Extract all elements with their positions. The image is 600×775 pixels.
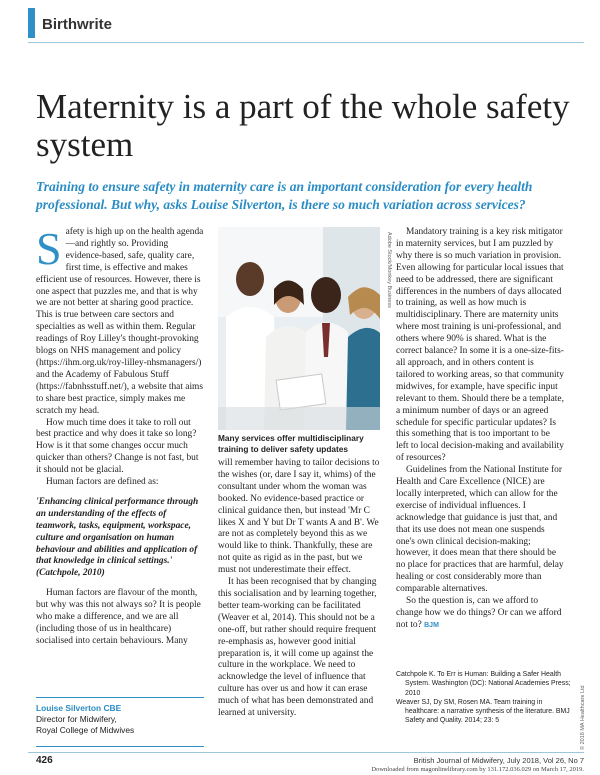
- paragraph: So the question is, can we afford to change how we do things? Or can we afford not to? BJM: [396, 596, 562, 630]
- author-name: Louise Silverton CBE: [36, 703, 122, 713]
- footer-rule: [28, 752, 584, 753]
- author-box: [36, 697, 204, 747]
- reference-item: Catchpole K. To Err is Human: Building a Safer Health System. Washington (DC): National Academies Press; 2010: [396, 671, 571, 697]
- author-organisation: Royal College of Midwives: [36, 725, 135, 735]
- end-mark: BJM: [424, 621, 439, 629]
- author-role: Director for Midwifery,: [36, 714, 117, 724]
- body-column-2: [218, 458, 380, 720]
- section-color-bar: [28, 8, 35, 38]
- article-photo: [218, 227, 380, 430]
- reference-item: Weaver SJ, Dy SM, Rosen MA. Team training in healthcare: a narrative synthesis of the literature. BMJ Safety and Quality. 2014; 23: 5: [396, 698, 570, 725]
- paragraph: It has been recognised that by changing this socialisation and by learning together, better team-working can be facilitated (Weaver et al, 2014). This should not be a one-off, but rather should require frequent re-emphasis as, however good initial preparation is, it will come up against the culture in the workplace. We need to acknowledge the level of influence that culture has over us and how it can erase much of what has been demonstrated and learned at university.: [218, 577, 377, 719]
- section-header: [0, 0, 600, 44]
- paragraph: Safety is high up on the health agenda—and rightly so. Providing evidence-based, safe, quality care, first time, is effective and makes efficient use of resources. However, there is one aspect that puzzles me, and that is why we are not better at sharing good practice. This is true between care sectors and specialties as well as within them. Regular readings of Roy Lilley's thought-provoking blogs on NHS management and policy (https://ihm.org.uk/roy-lilley-nhsmanagers/) and the Academy of Fabulous Stuff (https://fabnhsstuff.net/), a website that aims to share best practice, simply makes me scratch my head.: [36, 223, 204, 416]
- copyright-notice: © 2018 MA Healthcare Ltd: [580, 685, 586, 750]
- body-column-3: [396, 227, 564, 632]
- definition-quote: 'Enhancing clinical performance through an understanding of the effects of teamwork, tasks, equipment, workspace, culture and organisation on human behaviour and abilities and application of that knowledge in clinical settings.' (Catchpole, 2010): [36, 496, 199, 579]
- paragraph: Mandatory training is a key risk mitigator in maternity services, but I am puzzled by why there is so much variation in provision. Even allowing for particular local issues that need to be addressed, there are significant differences in the numbers of days allocated to training, as well as how much is multidisciplinary. There are maternity units where most training is uni-professional, and others where 90% is shared. What is the correct balance? In some it is a one-size-fits-all approach, and in others content is tailored to working areas, so that community midwives, for example, have specific input relevant to them. Should there be a template, a minimum number of days or an agreed schedule for specific particular updates? Is this something that is too important to be left to local decision-making and availability of resources?: [396, 227, 564, 464]
- paragraph: Human factors are defined as:: [46, 477, 159, 488]
- paragraph: will remember having to tailor decisions to the wishes (or, dare I say it, whims) of the consultant under whom the woman was booked. No evidence-based practice or clinical guidance then, but instead 'Mr C likes X and Y but Dr T wants A and B'. We are not as completely beyond this as we would like to think. Thankfully, these are not quite as rigid as in the past, but we must not underestimate their effect.: [218, 458, 380, 576]
- download-note: Downloaded from magonlinelibrary.com by 131.172.036.029 on March 17, 2019.: [371, 766, 584, 773]
- section-label: Birthwrite: [42, 16, 113, 33]
- header-rule: [28, 42, 584, 43]
- photo-credit: Adobe Stock/Monkey Business: [386, 232, 392, 308]
- journal-info: British Journal of Midwifery, July 2018, Vol 26, No 7: [413, 756, 584, 765]
- standfirst: Training to ensure safety in maternity care is an important consideration for every health professional. But why, asks Louise Silverton, is there so much variation across services?: [36, 179, 533, 212]
- paragraph: How much time does it take to roll out best practice and why does it take so long? How is it that some changes occur much quicker than others? Change is not fast, but it should not be glacial.: [36, 417, 199, 476]
- paragraph: Guidelines from the National Institute for Health and Care Excellence (NICE) are locally interpreted, which can allow for the exercise of individual influences. I acknowledge that guidance is just that, and that its use does not mean one suspends one's own clinical decision-making; however, it does mean that there should be no place for practices that are harmful, delay healing or cost considerably more than comparable alternatives.: [396, 465, 564, 595]
- article-title: Maternity is a part of the whole safety system: [36, 87, 570, 164]
- drop-cap: S: [36, 223, 62, 274]
- photo-caption: Many services offer multidisciplinary training to deliver safety updates: [218, 433, 364, 454]
- quote-citation: (Catchpole, 2010): [36, 568, 105, 579]
- reference-list: [396, 670, 572, 726]
- paragraph: Human factors are flavour of the month, but why was this not always so? It is people who make a difference, and we are all (including those of us in healthcare) socialised into certain behaviours. Many: [36, 588, 201, 646]
- body-column-1: [36, 223, 204, 648]
- page-number: 426: [36, 755, 53, 766]
